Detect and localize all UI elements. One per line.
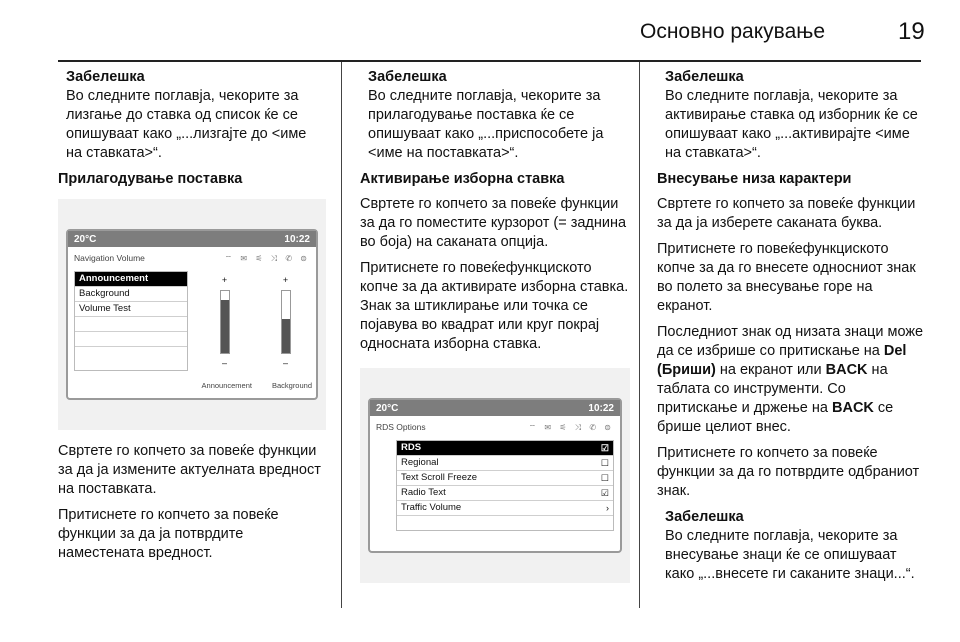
plus-icon: + [221,275,228,285]
note-text: Во следните поглавја, чекорите за активирање ставка од изборник ќе се опишуваат како „...активирајте <име на ставката>“. [665,88,918,161]
display-screen [368,398,622,553]
temperature-readout: 20°C [74,233,97,245]
note-box [360,68,630,163]
paragraph: Свртете го копчето за повеќе функции за да ја изберете саканата буква. [657,196,916,231]
slider-fill [221,300,229,353]
list-item[interactable]: Announcement [75,272,187,287]
list-item[interactable]: Radio Text ☑ [397,486,613,501]
screenshot-rds-options [360,368,630,583]
screen-status-bar [68,231,316,247]
screen-subtitle: Navigation Volume [74,253,145,263]
header-rule [58,60,921,62]
column-3 [657,68,925,591]
minus-icon: – [221,358,227,368]
section-heading: Активирање изборна ставка [360,171,565,187]
checkbox-icon[interactable]: ☐ [600,473,609,483]
list-item[interactable]: Background [75,287,187,302]
status-icons: ⌔ ✉ ⚟ ⤨ ✆ ⊜ [528,423,614,432]
note-title: Забелешка [368,69,447,85]
paragraph: Притиснете го копчето за повеќе функции за да ја потврдите наместената вредност. [58,507,279,561]
checkbox-icon[interactable]: ☑ [600,443,609,453]
section-heading: Прилагодување поставка [58,171,243,187]
note-box [657,508,925,584]
list-item [75,347,187,361]
chevron-right-icon[interactable]: › [606,503,609,513]
note-title: Забелешка [665,509,744,525]
list-item [75,332,187,347]
list-item[interactable]: RDS ☑ [397,441,613,456]
clock-readout: 10:22 [588,402,614,414]
screen-status-bar [370,400,620,416]
column-divider-1 [341,62,342,608]
page-number: 19 [898,18,925,45]
slider-label-announcement: Announcement [201,381,252,390]
note-box [58,68,326,163]
options-list [396,440,614,531]
checkbox-icon[interactable]: ☑ [600,488,609,498]
note-title: Забелешка [665,69,744,85]
paragraph: Притиснете го повеќефункциското копче за да активирате изборна ставка. Знак за штиклирање или точка се појавува во квадрат или круг покрај односната изборна ставка. [360,260,629,352]
announcement-volume-slider[interactable] [220,290,230,354]
note-text: Во следните поглавја, чекорите за внесување знаци ќе се опишуваат како „...внесете ги саканите знаци...“. [665,528,915,582]
volume-sliders [194,269,316,373]
display-screen [66,229,318,400]
temperature-readout: 20°C [376,402,399,414]
status-icons: ⌔ ✉ ⚟ ⤨ ✆ ⊜ [224,254,310,263]
plus-icon: + [282,275,289,285]
list-item[interactable]: Text Scroll Freeze ☐ [397,471,613,486]
list-item [75,317,187,332]
slider-label-background: Background [271,381,312,390]
paragraph: Свртете го копчето за повеќе функции за да ја измените актуелната вредност на поставката. [58,443,321,497]
column-2 [360,68,630,595]
checkbox-icon[interactable]: ☐ [600,458,609,468]
minus-icon: – [282,358,288,368]
note-box [657,68,925,163]
note-text: Во следните поглавја, чекорите за лизгање до ставка од список ќе се опишуваат како „...лизгајте до <име на ставката>“. [66,88,307,161]
screen-subtitle: RDS Options [376,422,426,432]
paragraph: Последниот знак од низата знаци може да се избрише со притискање на Del (Бриши) на екранот или BACK на таблата со инструменти. Со притискање и држење на BACK се брише целиот внес. [657,324,924,435]
clock-readout: 10:22 [284,233,310,245]
settings-list [74,271,188,371]
background-volume-slider[interactable] [281,290,291,354]
paragraph: Свртете го копчето за повеќе функции за да го поместите курзорот (= заднина во боја) на саканата опција. [360,196,627,250]
page-header-title: Основно ракување [640,20,826,43]
list-item [397,516,613,530]
paragraph: Притиснете го копчето за повеќе функции за да го потврдите одбраниот знак. [657,445,920,499]
section-heading: Внесување низа карактери [657,171,852,187]
paragraph: Притиснете го повеќефункциското копче за да го внесете односниот знак во полето за внесување горе на екранот. [657,241,916,314]
list-item[interactable]: Regional ☐ [397,456,613,471]
column-1 [58,68,326,570]
note-text: Во следните поглавја, чекорите за прилагодување поставка ќе се опишуваат како „...приспособете ја <име на поставката>“. [368,88,604,161]
list-item[interactable]: Volume Test [75,302,187,317]
screenshot-navigation-volume [58,199,326,430]
slider-fill [282,319,290,353]
column-divider-2 [639,62,640,608]
note-title: Забелешка [66,69,145,85]
list-item[interactable]: Traffic Volume › [397,501,613,516]
